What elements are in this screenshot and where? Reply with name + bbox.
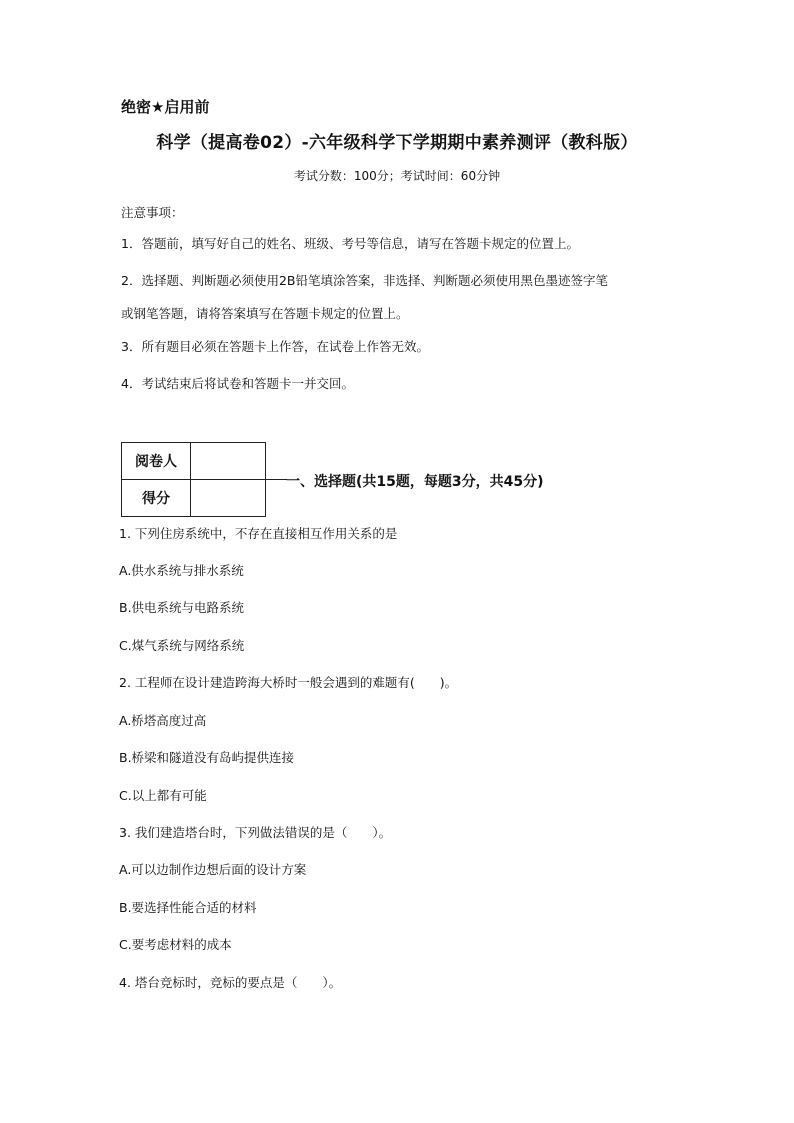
question-option: C.要考虑材料的成本: [119, 937, 232, 952]
notice-item: 4．考试结束后将试卷和答题卡一并交回。: [121, 376, 354, 391]
secret-label: 绝密★启用前: [121, 98, 210, 116]
notice-item: 或钢笔答题，请将答案填写在答题卡规定的位置上。: [121, 306, 409, 321]
question-option: B.供电系统与电路系统: [119, 600, 245, 615]
notice-item: 2．选择题、判断题必须使用2B铅笔填涂答案，非选择、判断题必须使用黑色墨迹签字笔: [121, 273, 608, 288]
question-option: A.可以边制作边想后面的设计方案: [119, 862, 307, 877]
notice-heading: 注意事项：: [121, 205, 184, 220]
question-option: C.煤气系统与网络系统: [119, 638, 245, 653]
question-option: B.要选择性能合适的材料: [119, 900, 257, 915]
question-option: B.桥梁和隧道没有岛屿提供连接: [119, 750, 295, 765]
exam-info: 考试分数：100分；考试时间：60分钟: [293, 169, 501, 183]
notice-item: 1．答题前，填写好自己的姓名、班级、考号等信息，请写在答题卡规定的位置上。: [121, 236, 579, 251]
section-heading: 一、选择题(共15题，每题3分，共45分): [286, 474, 544, 490]
score-box: [121, 442, 266, 517]
exam-title: 科学（提高卷02）-六年级科学下学期期中素养测评（教科版）: [156, 133, 638, 153]
reviewer-field[interactable]: [191, 443, 266, 480]
score-label: 得分: [122, 480, 191, 517]
reviewer-label: 阅卷人: [122, 443, 191, 480]
section-connector-line: [265, 479, 287, 480]
question-option: A.桥塔高度过高: [119, 713, 207, 728]
question-option: C.以上都有可能: [119, 788, 207, 803]
question-stem: 2. 工程师在设计建造跨海大桥时一般会遇到的难题有( )。: [119, 675, 458, 690]
notice-item: 3．所有题目必须在答题卡上作答，在试卷上作答无效。: [121, 339, 429, 354]
score-field[interactable]: [191, 480, 266, 517]
question-stem: 3. 我们建造塔台时，下列做法错误的是（ ）。: [119, 825, 392, 840]
question-option: A.供水系统与排水系统: [119, 563, 244, 578]
question-stem: 1. 下列住房系统中，不存在直接相互作用关系的是: [119, 526, 398, 541]
question-stem: 4. 塔台竞标时，竞标的要点是（ ）。: [119, 975, 342, 990]
